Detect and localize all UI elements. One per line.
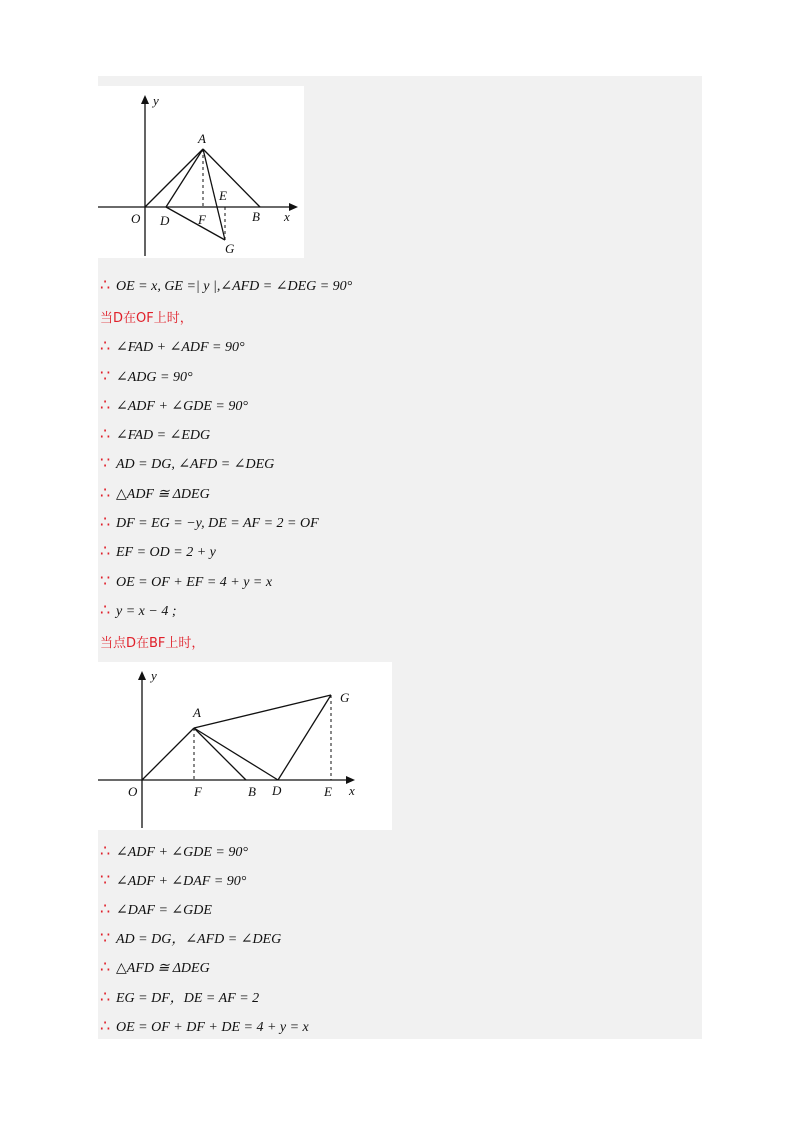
y-axis-arrow (141, 95, 149, 104)
logic-symbol: ∵ (100, 573, 111, 590)
logic-symbol: ∴ (100, 485, 111, 502)
solution-line (100, 483, 210, 505)
label-O: O (128, 784, 138, 799)
logic-symbol: ∴ (100, 602, 111, 619)
solution-line (100, 899, 212, 921)
solution-line (100, 928, 281, 950)
logic-symbol: ∵ (100, 872, 111, 889)
logic-symbol: ∴ (100, 514, 111, 531)
segment-AG (194, 695, 331, 728)
label-x: x (349, 783, 355, 798)
section-heading (100, 308, 193, 330)
formula-text: △ADF ≅ ΔDEG (116, 487, 210, 502)
section-heading (100, 633, 204, 655)
segment-AB (194, 728, 246, 780)
solution-line (100, 275, 352, 297)
formula-text: DF = EG = −y, DE = AF = 2 = OF (116, 516, 319, 531)
logic-symbol: ∴ (100, 338, 111, 355)
label-y: y (153, 93, 159, 108)
segment-AD (166, 149, 203, 207)
label-x: x (284, 209, 290, 224)
label-B: B (248, 784, 256, 799)
figure-2 (98, 662, 392, 830)
formula-text: ∠ADG = 90° (116, 370, 193, 385)
figure-2-diagram (98, 662, 392, 830)
logic-symbol: ∴ (100, 277, 111, 294)
solution-line (100, 571, 272, 593)
solution-line (100, 453, 274, 475)
y-axis-arrow (138, 671, 146, 680)
logic-symbol: ∴ (100, 959, 111, 976)
segment-DG (278, 695, 331, 780)
label-y: y (151, 668, 157, 683)
label-D: D (160, 213, 170, 228)
logic-symbol: ∴ (100, 843, 111, 860)
segment-AD (194, 728, 278, 780)
logic-symbol: ∵ (100, 368, 111, 385)
solution-line (100, 395, 248, 417)
logic-symbol: ∴ (100, 426, 111, 443)
label-E: E (219, 188, 227, 203)
formula-text: ∠ADF + ∠DAF = 90° (116, 874, 247, 889)
solution-line (100, 600, 176, 622)
segment-OA (142, 728, 194, 780)
label-D: D (272, 783, 282, 798)
formula-text: EG = DF，DE = AF = 2 (116, 991, 260, 1006)
x-axis-arrow (289, 203, 298, 211)
formula-text: △AFD ≅ ΔDEG (116, 961, 210, 976)
label-F: F (198, 212, 206, 227)
logic-symbol: ∴ (100, 1018, 111, 1035)
label-O: O (131, 211, 141, 226)
solution-line (100, 870, 246, 892)
logic-symbol: ∵ (100, 455, 111, 472)
formula-text: OE = OF + DF + DE = 4 + y = x (116, 1020, 309, 1035)
segment-OA (145, 149, 203, 207)
solution-line (100, 957, 210, 979)
solution-line (100, 1016, 309, 1038)
formula-text: AD = DG, ∠AFD = ∠DEG (116, 457, 275, 472)
label-B: B (252, 209, 260, 224)
formula-text: ∠DAF = ∠GDE (116, 903, 212, 918)
figure-1-diagram (98, 86, 304, 258)
formula-text: ∠FAD + ∠ADF = 90° (116, 340, 245, 355)
formula-text: ∠ADF + ∠GDE = 90° (116, 399, 248, 414)
formula-text: OE = OF + EF = 4 + y = x (116, 575, 273, 590)
label-E: E (324, 784, 332, 799)
logic-symbol: ∴ (100, 989, 111, 1006)
segment-DG (166, 207, 225, 240)
solution-line (100, 424, 210, 446)
logic-symbol: ∴ (100, 397, 111, 414)
segment-AB (203, 149, 260, 207)
logic-symbol: ∵ (100, 930, 111, 947)
label-F: F (194, 784, 202, 799)
solution-line (100, 512, 319, 534)
label-A: A (198, 131, 206, 146)
heading-text: 当点D在BF上时， (100, 636, 205, 651)
heading-text: 当D在OF上时， (100, 311, 193, 326)
label-G: G (340, 690, 350, 705)
solution-line (100, 336, 245, 358)
solution-line (100, 541, 216, 563)
formula-text: AD = DG，∠AFD = ∠DEG (116, 932, 282, 947)
formula-text: OE = x, GE =| y |,∠AFD = ∠DEG = 90° (116, 279, 353, 294)
formula-text: ∠ADF + ∠GDE = 90° (116, 845, 248, 860)
formula-text: ∠FAD = ∠EDG (116, 428, 211, 443)
label-A: A (193, 705, 201, 720)
solution-line (100, 366, 193, 388)
solution-line (100, 987, 259, 1009)
logic-symbol: ∴ (100, 543, 111, 560)
logic-symbol: ∴ (100, 901, 111, 918)
label-G: G (225, 241, 235, 256)
formula-text: y = x − 4 ; (116, 604, 177, 619)
solution-line (100, 841, 248, 863)
figure-1 (98, 86, 304, 258)
formula-text: EF = OD = 2 + y (116, 545, 216, 560)
